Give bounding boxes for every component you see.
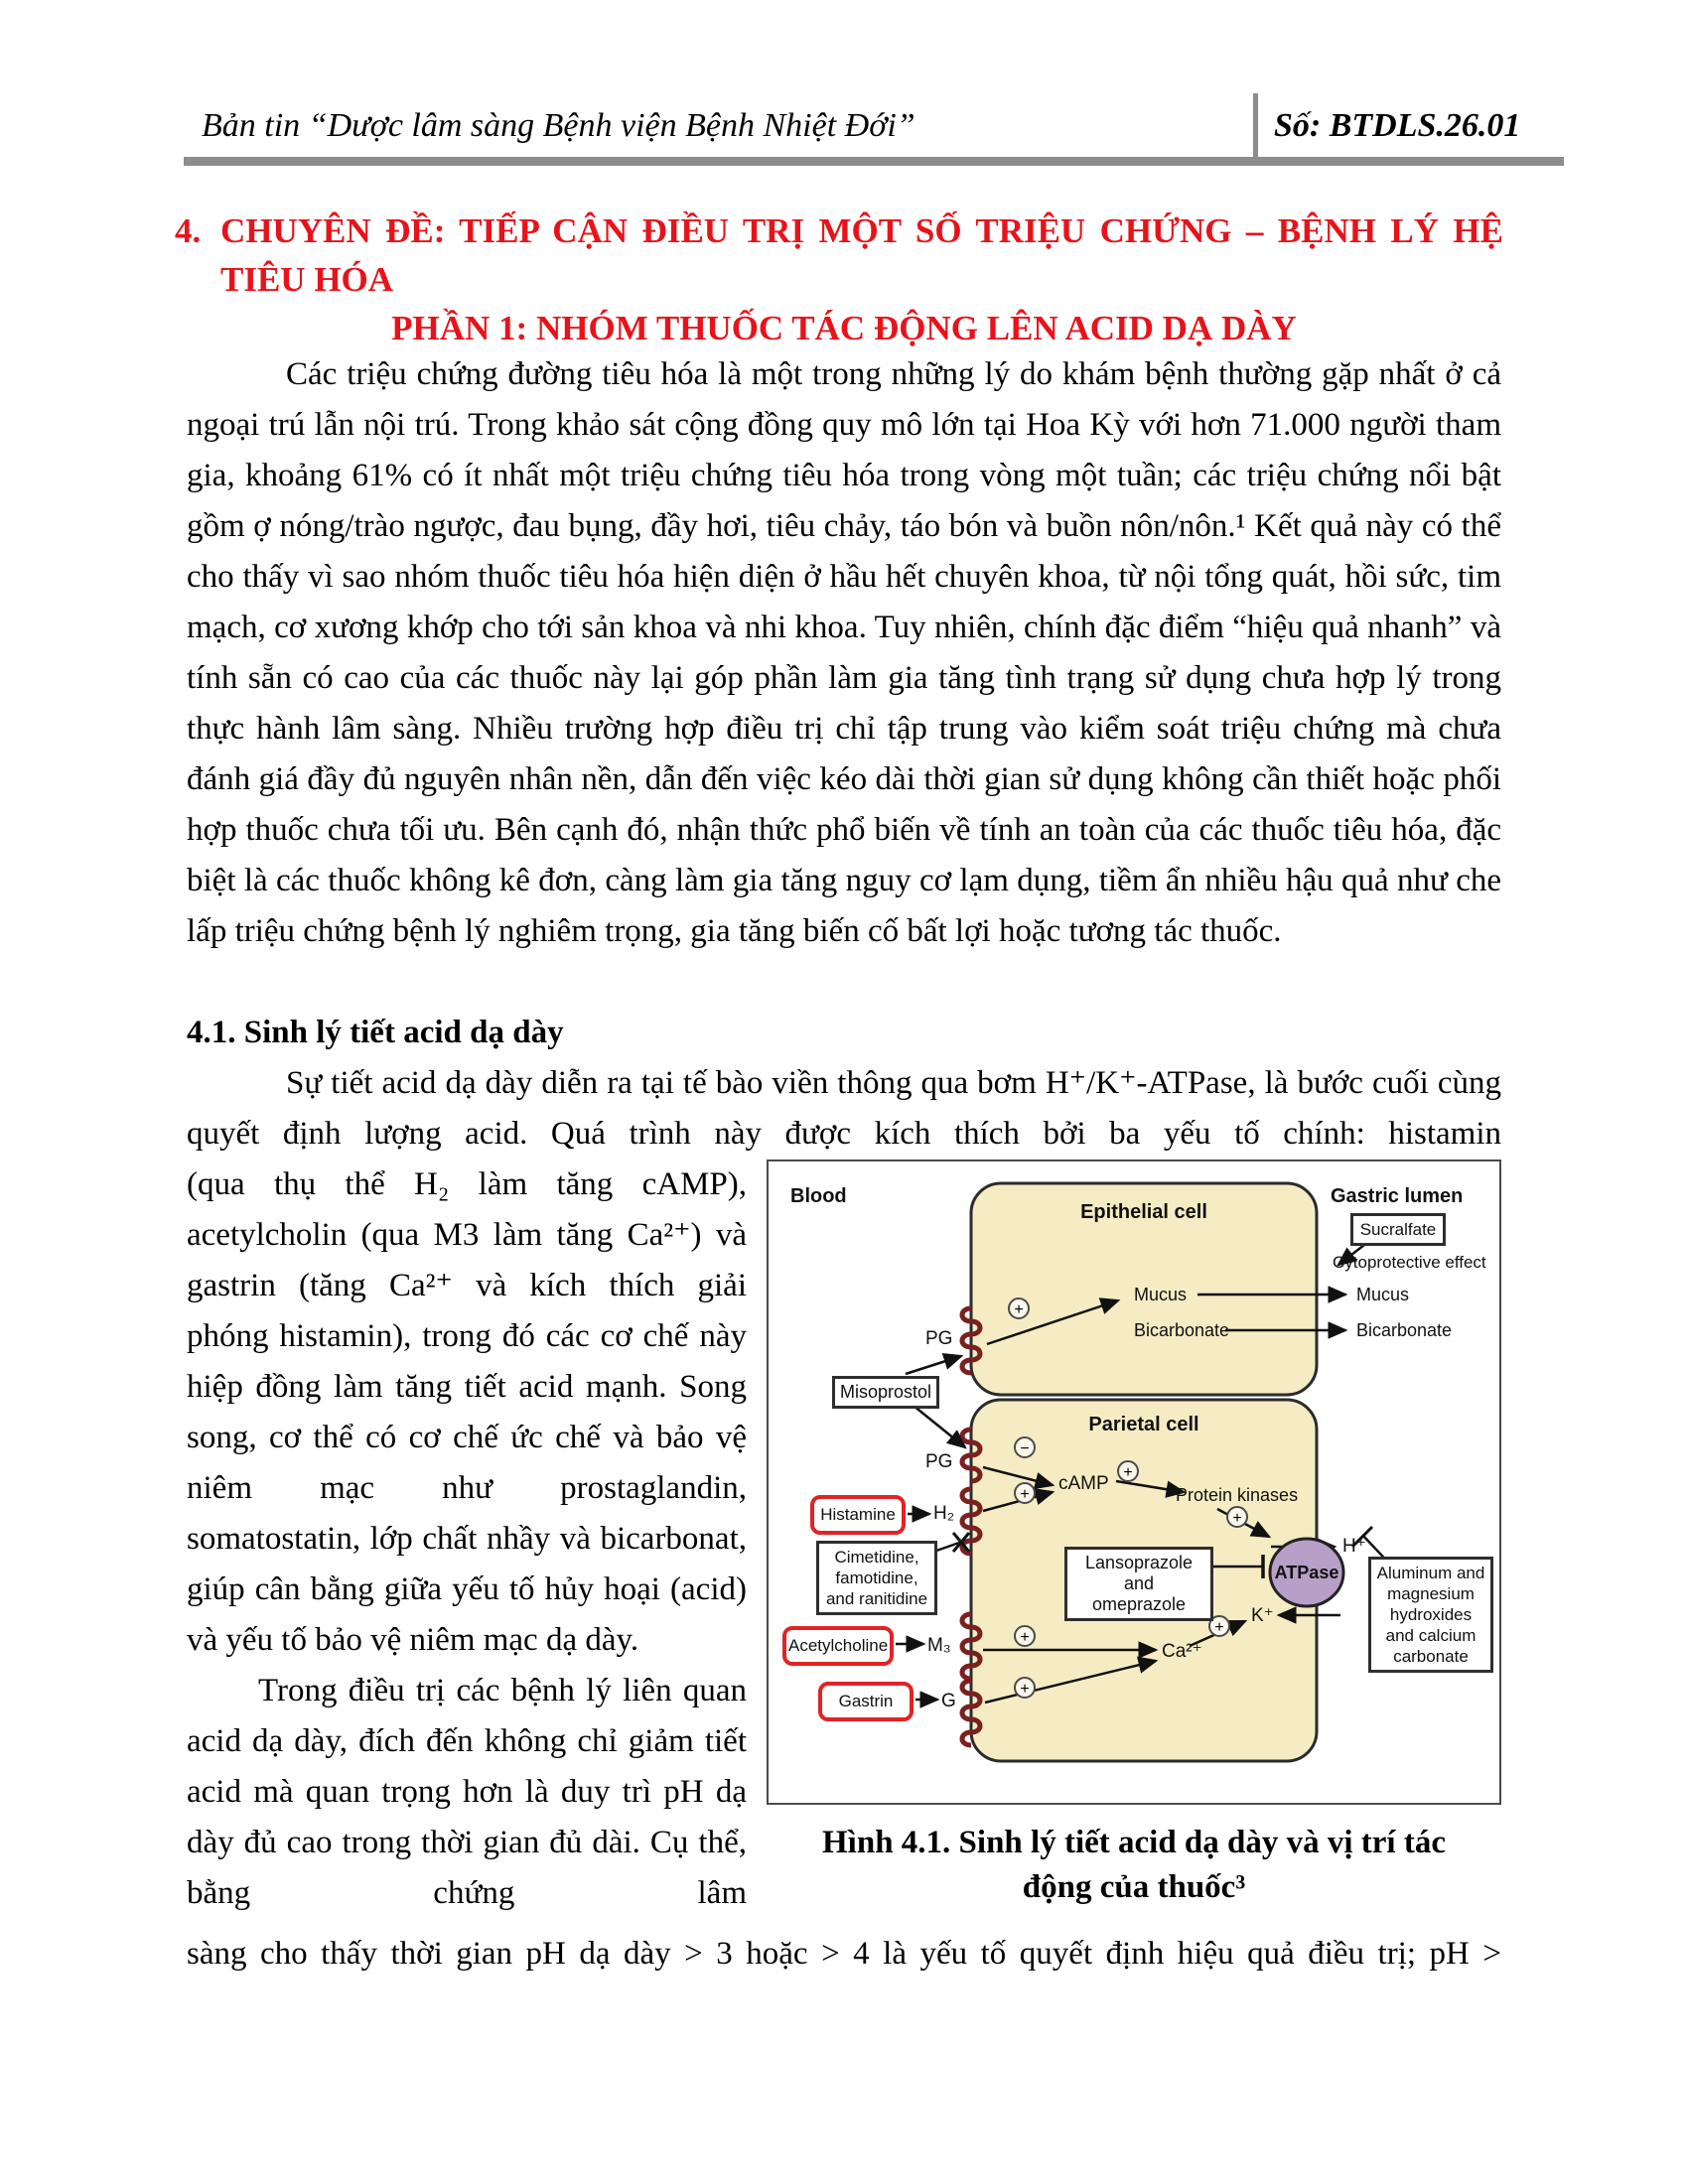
m3-receptor-label: M₃ — [927, 1635, 951, 1656]
blood-label: Blood — [790, 1185, 847, 1207]
cimetidine-line: famotidine, — [835, 1569, 918, 1587]
bicarbonate-outside-label: Bicarbonate — [1356, 1320, 1453, 1340]
histamine-box: Histamine — [810, 1495, 906, 1535]
acetylcholine-box: Acetylcholine — [782, 1626, 894, 1666]
pg-epithelial-label: PG — [925, 1328, 953, 1349]
aluminum-line: magnesium — [1387, 1584, 1475, 1603]
svg-text:+: + — [1214, 1619, 1224, 1636]
section-number: 4. — [175, 211, 202, 250]
aluminum-line: carbonate — [1393, 1647, 1469, 1666]
section-title: CHUYÊN ĐỀ: TIẾP CẬN ĐIỀU TRỊ MỘT SỐ TRIỆU CHỨNG – BỆNH LÝ HỆ TIÊU HÓA — [220, 211, 1503, 299]
aluminum-box — [1368, 1557, 1493, 1673]
svg-text:+: + — [1014, 1301, 1024, 1318]
paragraph-physiology-wrap: (qua thụ thể H₂ làm tăng cAMP), acetylcholin (qua M3 làm tăng Ca²⁺) và gastrin (tăng Ca²⁺ và kích thích giải phóng histamin), trong đó các cơ chế này hiệp đồng làm tăng tiết acid mạnh. Song song, cơ thể có cơ chế ức chế và bảo vệ niêm mạc như prostaglandin, somatostatin, lớp chất nhầy và bicarbonat, giúp cân bằng giữa yếu tố hủy hoại (acid) và yếu tố bảo vệ niêm mạc dạ dày. — [187, 1166, 747, 1658]
section-subtitle: PHẦN 1: NHÓM THUỐC TÁC ĐỘNG LÊN ACID DẠ DÀY — [391, 309, 1297, 347]
cimetidine-box — [816, 1541, 937, 1615]
aluminum-line: hydroxides — [1389, 1605, 1473, 1624]
gastric-lumen-label: Gastric lumen — [1331, 1185, 1464, 1207]
figure-4-1 — [767, 1160, 1501, 1805]
cimetidine-line: Cimetidine, — [834, 1548, 919, 1567]
header-rule — [184, 157, 1564, 166]
text-figure-wrap-zone — [187, 1160, 1501, 1979]
bicarbonate-inside-label: Bicarbonate — [1134, 1320, 1230, 1340]
section-heading — [175, 206, 1503, 304]
lansoprazole-line: Lansoprazole and — [1084, 1553, 1194, 1593]
plus-icon — [1009, 1298, 1029, 1318]
h2-receptor-label: H₂ — [933, 1503, 955, 1524]
svg-text:+: + — [1123, 1464, 1133, 1481]
gastrin-box: Gastrin — [818, 1682, 914, 1721]
cimetidine-line: and ranitidine — [825, 1589, 928, 1608]
lansoprazole-line: omeprazole — [1091, 1594, 1187, 1614]
plus-icon — [1015, 1483, 1035, 1503]
camp-label: cAMP — [1058, 1473, 1109, 1494]
pg-parietal-label: PG — [925, 1451, 953, 1472]
svg-text:+: + — [1232, 1510, 1242, 1527]
g-receptor-label: G — [941, 1691, 956, 1711]
misoprostol-arrow-down — [914, 1406, 965, 1447]
subsection-heading: 4.1. Sinh lý tiết acid dạ dày — [187, 1015, 564, 1050]
aluminum-line: and calcium — [1385, 1626, 1477, 1645]
plus-icon — [1227, 1507, 1247, 1527]
plus-icon — [1118, 1461, 1138, 1481]
newsletter-title: Bản tin “Dược lâm sàng Bệnh viện Bệnh Nhiệt Đới” — [202, 107, 915, 144]
parietal-cell-label: Parietal cell — [1088, 1414, 1199, 1435]
calcium-label: Ca²⁺ — [1162, 1641, 1202, 1662]
mucus-inside-label: Mucus — [1134, 1285, 1188, 1304]
misoprostol-arrow-up — [906, 1356, 961, 1374]
epithelial-cell-label: Epithelial cell — [1080, 1201, 1207, 1223]
minus-icon — [1015, 1437, 1035, 1457]
header-divider — [1253, 93, 1258, 157]
cytoprotective-label: Cytoprotective effect — [1333, 1253, 1486, 1272]
paragraph-physiology-intro: Sự tiết acid dạ dày diễn ra tại tế bào viền thông qua bơm H⁺/K⁺-ATPase, là bước cuối cùng quyết định lượng acid. Quá trình này được kích thích bởi ba yếu tố chính: histamin — [187, 1065, 1501, 1152]
svg-text:−: − — [1020, 1440, 1030, 1457]
lansoprazole-box — [1064, 1547, 1213, 1621]
svg-text:+: + — [1020, 1629, 1030, 1646]
aluminum-line: Aluminum and — [1376, 1564, 1485, 1582]
atpase-label: ATPase — [1274, 1563, 1339, 1582]
h-plus-label: H⁺ — [1342, 1536, 1366, 1557]
k-plus-label: K⁺ — [1251, 1605, 1274, 1626]
paragraph-treatment-continued: sàng cho thấy thời gian pH dạ dày > 3 hoặc > 4 là yếu tố quyết định hiệu quả điều trị; pH > — [187, 1936, 1501, 1972]
issue-number: Số: BTDLS.26.01 — [1274, 107, 1521, 144]
paragraph-intro: Các triệu chứng đường tiêu hóa là một trong những lý do khám bệnh thường gặp nhất ở cả ngoại trú lẫn nội trú. Trong khảo sát cộng đồng quy mô lớn tại Hoa Kỳ với hơn 71.000 người tham gia, khoảng 61% có ít nhất một triệu chứng tiêu hóa trong vòng một tuần; các triệu chứng nổi bật gồm ợ nóng/trào ngược, đau bụng, đầy hơi, tiêu chảy, táo bón và buồn nôn/nôn.¹ Kết quả này có thể cho thấy vì sao nhóm thuốc tiêu hóa hiện diện ở hầu hết chuyên khoa, từ nội tổng quát, hồi sức, tim mạch, cơ xương khớp cho tới sản khoa và nhi khoa. Tuy nhiên, chính đặc điểm “hiệu quả nhanh” và tính sẵn có cao của các thuốc này lại góp phần làm gia tăng tình trạng sử dụng chưa hợp lý trong thực hành lâm sàng. Nhiều trường hợp điều trị chỉ tập trung vào kiểm soát triệu chứng mà chưa đánh giá đầy đủ nguyên nhân nền, dẫn đến việc kéo dài thời gian sử dụng không cần thiết hoặc phối hợp thuốc chưa tối ưu. Bên cạnh đó, nhận thức phổ biến về tính an toàn của các thuốc tiêu hóa, đặc biệt là các thuốc không kê đơn, càng làm gia tăng nguy cơ lạm dụng, tiềm ẩn nhiều hậu quả như che lấp triệu chứng bệnh lý nghiêm trọng, gia tăng biến cố bất lợi hoặc tương tác thuốc. — [187, 356, 1501, 949]
mucus-outside-label: Mucus — [1356, 1285, 1410, 1304]
svg-text:+: + — [1020, 1681, 1030, 1698]
sucralfate-box: Sucralfate — [1350, 1213, 1446, 1246]
protein-kinases-label: Protein kinases — [1176, 1485, 1299, 1505]
figure-caption: Hình 4.1. Sinh lý tiết acid dạ dày và vị trí tác động của thuốc³ — [822, 1825, 1446, 1905]
paragraph-treatment: Trong điều trị các bệnh lý liên quan acid dạ dày, đích đến không chỉ giảm tiết acid mà quan trọng hơn là duy trì pH dạ dày đủ cao trong thời gian đủ dài. Cụ thể, bằng chứng lâm — [187, 1673, 747, 1911]
plus-icon — [1015, 1626, 1035, 1646]
plus-icon — [1015, 1678, 1035, 1698]
misoprostol-box: Misoprostol — [832, 1376, 939, 1409]
figure-block — [767, 1160, 1501, 1910]
svg-text:+: + — [1020, 1486, 1030, 1503]
